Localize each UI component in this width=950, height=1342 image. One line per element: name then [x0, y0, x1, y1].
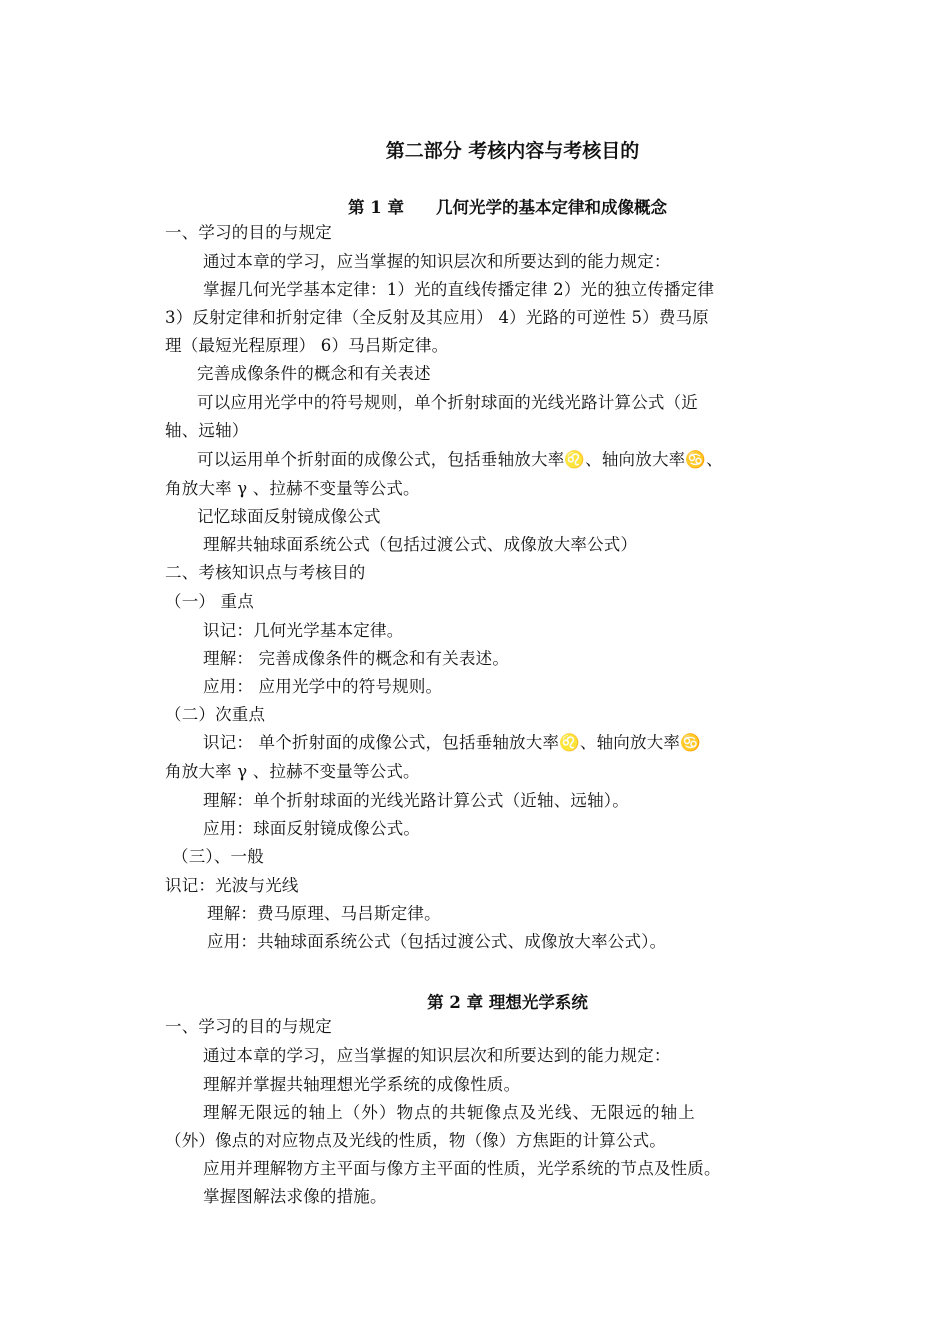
- ch1-paragraph-line: 完善成像条件的概念和有关表述: [197, 364, 431, 383]
- ch1-paragraph-line: 可以应用光学中的符号规则，单个折射球面的光线光路计算公式（近: [197, 393, 698, 412]
- part-title: 第二部分 考核内容与考核目的: [385, 140, 640, 162]
- ch1-paragraph-line: 记忆球面反射镜成像公式: [197, 507, 381, 526]
- ch2-section-heading: 一、学习的目的与规定: [165, 1017, 332, 1036]
- ch1-paragraph-line: 理解共轴球面系统公式（包括过渡公式、成像放大率公式）: [203, 535, 638, 554]
- chapter-1-heading: [0, 194, 950, 218]
- ch1-paragraph-line: 3）反射定律和折射定律（全反射及其应用） 4）光路的可逆性 5）费马原: [165, 308, 709, 327]
- ch1-item-line: 理解：费马原理、马吕斯定律。: [207, 904, 441, 923]
- ch2-paragraph-line: 通过本章的学习，应当掌握的知识层次和所要达到的能力规定：: [203, 1046, 671, 1065]
- ch1-item-line: 角放大率 γ 、拉赫不变量等公式。: [165, 762, 420, 781]
- ch1-paragraph-line: 理（最短光程原理） 6）马吕斯定律。: [165, 336, 449, 355]
- ch1-item-line: 识记：几何光学基本定律。: [203, 621, 404, 640]
- ch1-subsection-heading: （三）、一般: [172, 847, 264, 866]
- ch1-item-line: 识记：光波与光线: [165, 876, 299, 895]
- chapter-2-heading: 第 2 章 理想光学系统: [427, 993, 588, 1012]
- ch1-paragraph-line: 角放大率 γ 、拉赫不变量等公式。: [165, 479, 420, 498]
- ch1-paragraph-line: 通过本章的学习，应当掌握的知识层次和所要达到的能力规定：: [203, 252, 671, 271]
- ch2-paragraph-line: 应用并理解物方主平面与像方主平面的性质，光学系统的节点及性质。: [203, 1159, 721, 1178]
- ch1-paragraph-line: 轴、远轴）: [165, 421, 249, 440]
- ch1-item-line: 应用：球面反射镜成像公式。: [203, 819, 421, 838]
- ch1-item-line: 应用：共轴球面系统公式（包括过渡公式、成像放大率公式）。: [207, 932, 667, 951]
- ch1-item-line: 识记： 单个折射面的成像公式，包括垂轴放大率♌、轴向放大率♋: [203, 733, 701, 752]
- ch2-paragraph-line: 理解并掌握共轴理想光学系统的成像性质。: [203, 1075, 521, 1094]
- ch1-paragraph-line: 掌握几何光学基本定律：1）光的直线传播定律 2）光的独立传播定律: [203, 280, 715, 299]
- ch1-item-line: 理解： 完善成像条件的概念和有关表述。: [203, 649, 510, 668]
- ch1-paragraph-line: 可以运用单个折射面的成像公式，包括垂轴放大率♌、轴向放大率♋、: [197, 450, 723, 469]
- ch2-paragraph-line: 理解无限远的轴上（外）物点的共轭像点及光线、无限远的轴上: [203, 1103, 696, 1122]
- ch1-subsection-heading: （二）次重点: [165, 705, 266, 724]
- chapter-1-title: 几何光学的基本定律和成像概念: [435, 198, 667, 217]
- ch1-item-line: 应用： 应用光学中的符号规则。: [203, 677, 443, 696]
- ch1-section-heading: 一、学习的目的与规定: [165, 223, 332, 242]
- chapter-1-number: 第 1 章: [348, 198, 404, 217]
- ch1-item-line: 理解：单个折射球面的光线光路计算公式（近轴、远轴）。: [203, 791, 629, 810]
- ch2-paragraph-line: （外）像点的对应物点及光线的性质，物（像）方焦距的计算公式。: [165, 1131, 666, 1150]
- ch1-section-heading: 二、考核知识点与考核目的: [165, 563, 366, 582]
- ch1-subsection-heading: （一） 重点: [165, 592, 254, 611]
- ch2-paragraph-line: 掌握图解法求像的措施。: [203, 1187, 387, 1206]
